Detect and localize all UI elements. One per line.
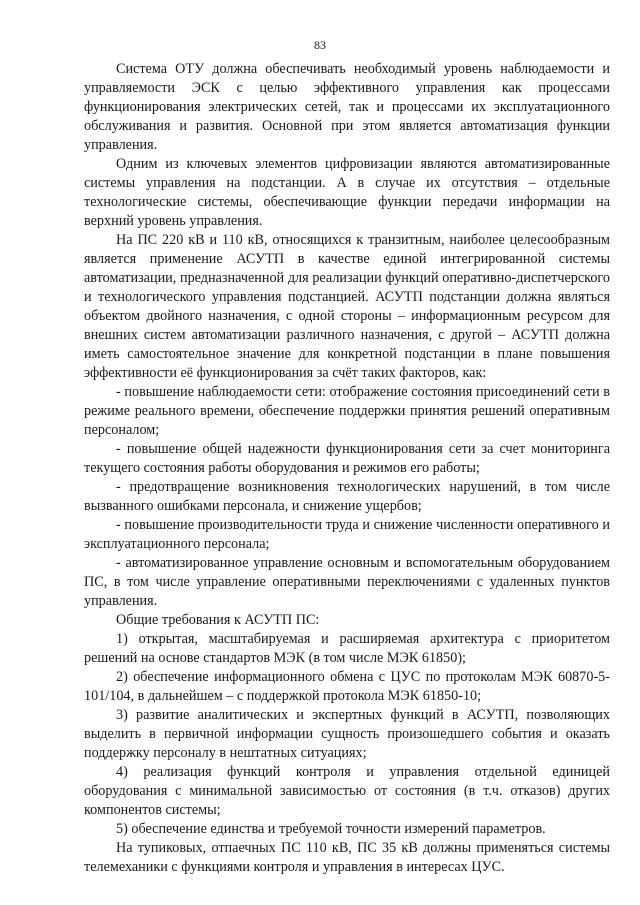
page-number: 83: [314, 38, 326, 52]
paragraph-ots-requirements: Система ОТУ должна обеспечивать необходимый уровень наблюдаемости и управляемости ЭСК с целью эффективного управления как процессами функционирования электрических сетей, так и процессами их эксплуатационного обслуживания и развития. Основной при этом является автоматизация функции управления.: [84, 61, 610, 153]
list-item: - автоматизированное управление основным и вспомогательным оборудованием ПС, в том числе управление оперативными переключениями с удаленных пунктов управления.: [84, 555, 610, 609]
numbered-item: 4) реализация функций контроля и управления отдельной единицей оборудования с минимальной зависимостью от состояния (в т.ч. отказов) других компонентов системы;: [84, 764, 610, 818]
numbered-item: 3) развитие аналитических и экспертных функций в АСУТП, позволяющих выделить в первичной информации сущность произошедшего события и оказать поддержку персоналу в нештатных ситуациях;: [84, 707, 610, 761]
list-item: - повышение производительности труда и снижение численности оперативного и эксплуатационного персонала;: [84, 517, 610, 552]
page-body: [84, 60, 610, 877]
numbered-item: 1) открытая, масштабируемая и расширяемая архитектура с приоритетом решений на основе стандартов МЭК (в том числе МЭК 61850);: [84, 631, 610, 666]
paragraph-asutp-transit: На ПС 220 кВ и 110 кВ, относящихся к транзитным, наиболее целесообразным является применение АСУТП в качестве единой интегрированной системы автоматизации, предназначенной для реализации функций оперативно-диспетчерского и технологического управления подстанцией. АСУТП подстанции должна являться объектом двойного назначения, с одной стороны – информационным ресурсом для внешних систем автоматизации различного назначения, с другой – АСУТП должна иметь самостоятельное значение для конкретной подстанции в плане повышения эффективности её функционирования за счёт таких факторов, как:: [84, 232, 610, 381]
list-item: - предотвращение возникновения технологических нарушений, в том числе вызванного ошибками персонала, и снижение ущербов;: [84, 479, 610, 514]
list-item: - повышение общей надежности функционирования сети за счет мониторинга текущего состояния работы оборудования и режимов его работы;: [84, 441, 610, 476]
list-item: - повышение наблюдаемости сети: отображение состояния присоединений сети в режиме реального времени, обеспечение поддержки принятия решений оперативным персоналом;: [84, 384, 610, 438]
paragraph-general-requirements: Общие требования к АСУТП ПС:: [116, 612, 320, 628]
paragraph-telemechanics: На тупиковых, отпаечных ПС 110 кВ, ПС 35 кВ должны применяться системы телемеханики с функциями контроля и управления в интересах ЦУС.: [84, 840, 610, 875]
numbered-item: 5) обеспечение единства и требуемой точности измерений параметров.: [116, 821, 546, 837]
paragraph-digitalization: Одним из ключевых элементов цифровизации являются автоматизированные системы управления на подстанции. А в случае их отсутствия – отдельные технологические системы, обеспечивающие функции передачи информации на верхний уровень управления.: [84, 156, 610, 229]
numbered-item: 2) обеспечение информационного обмена с ЦУС по протоколам МЭК 60870-5-101/104, в дальнейшем – с поддержкой протокола МЭК 61850-10;: [84, 669, 610, 704]
